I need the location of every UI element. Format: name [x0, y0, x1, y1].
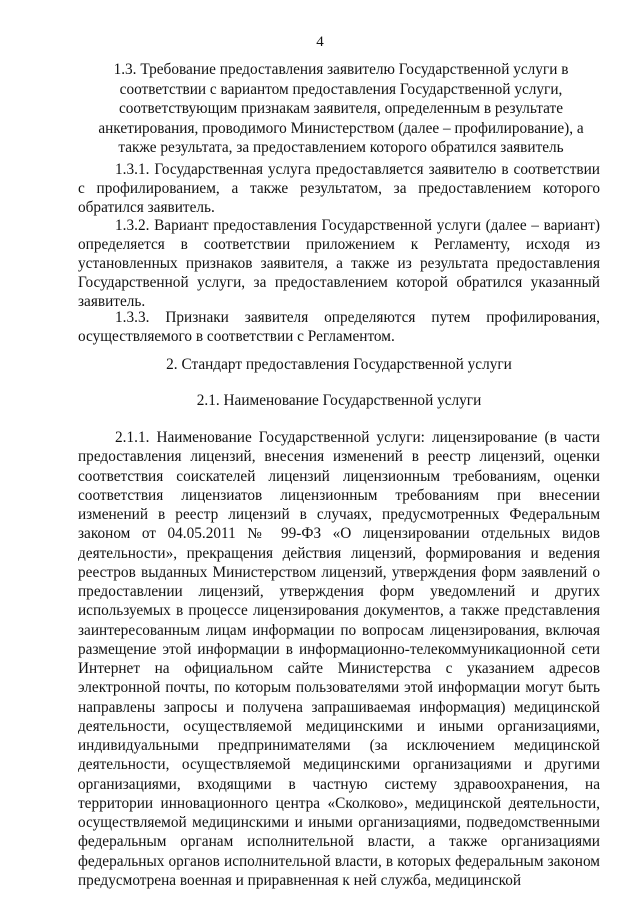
- section-1-3-heading: 1.3. Требование предоставления заявителю Государственной услуги в соответствии с вариантом предоставления Государственной услуги, соответствующим признакам заявителя, определенным в результате анкетирования, проводимого Министерством (далее – профилирование), а также результата, за предоставлением которого обратился заявитель: [98, 61, 584, 157]
- subsection-2-1-heading: 2.1. Наименование Государственной услуги: [196, 392, 482, 409]
- paragraph-2-1-1: 2.1.1. Наименование Государственной услуги: лицензирование (в части предоставления лицензий, внесения изменений в реестр лицензий, оценки соответствия соискателей лицензий лицензионным требованиям, оценки соответствия лицензиатов лицензионным требованиям при внесении изменений в реестр лицензий в случаях, предусмотренных Федеральным законом от 04.05.2011 № 99-ФЗ «О лицензировании отдельных видов деятельности», прекращения действия лицензий, формирования и ведения реестров выданных Министерством лицензий, утверждения форм заявлений о предоставлении лицензий, утверждения форм уведомлений и других используемых в процессе лицензирования документов, а также представления заинтересованным лицам информации по вопросам лицензирования, включая размещение этой информации в информационно-телекоммуникационной сети Интернет на официальном сайте Министерства с указанием адресов электронной почты, по которым пользователями этой информации могут быть направлены запросы и получена запрашиваемая информация) медицинской деятельности, осуществляемой медицинскими и иными организациями, индивидуальными предпринимателями (за исключением медицинской деятельности, осуществляемой медицинскими организациями и другими организациями, входящими в частную систему здравоохранения, на территории инновационного центра «Сколково», медицинской деятельности, осуществляемой медицинскими и иными организациями, подведомственными федеральным органам исполнительной власти, а также организациями федеральных органов исполнительной власти, в которых федеральным законом предусмотрена военная и приравненная к ней служба, медицинской: [78, 429, 600, 889]
- page-number: 4: [316, 34, 324, 50]
- section-2-heading: 2. Стандарт предоставления Государственной услуги: [166, 356, 512, 373]
- paragraph-1-3-3: 1.3.3. Признаки заявителя определяются путем профилирования, осуществляемого в соответствии с Регламентом.: [78, 309, 600, 345]
- paragraph-1-3-1: 1.3.1. Государственная услуга предоставляется заявителю в соответствии с профилированием, а также результатом, за предоставлением которого обратился заявитель.: [78, 161, 600, 216]
- paragraph-1-3-2: 1.3.2. Вариант предоставления Государственной услуги (далее – вариант) определяется в соответствии приложением к Регламенту, исходя из установленных признаков заявителя, а также из результата предоставления Государственной услуги, за предоставлением которой обратился указанный заявитель.: [78, 217, 600, 310]
